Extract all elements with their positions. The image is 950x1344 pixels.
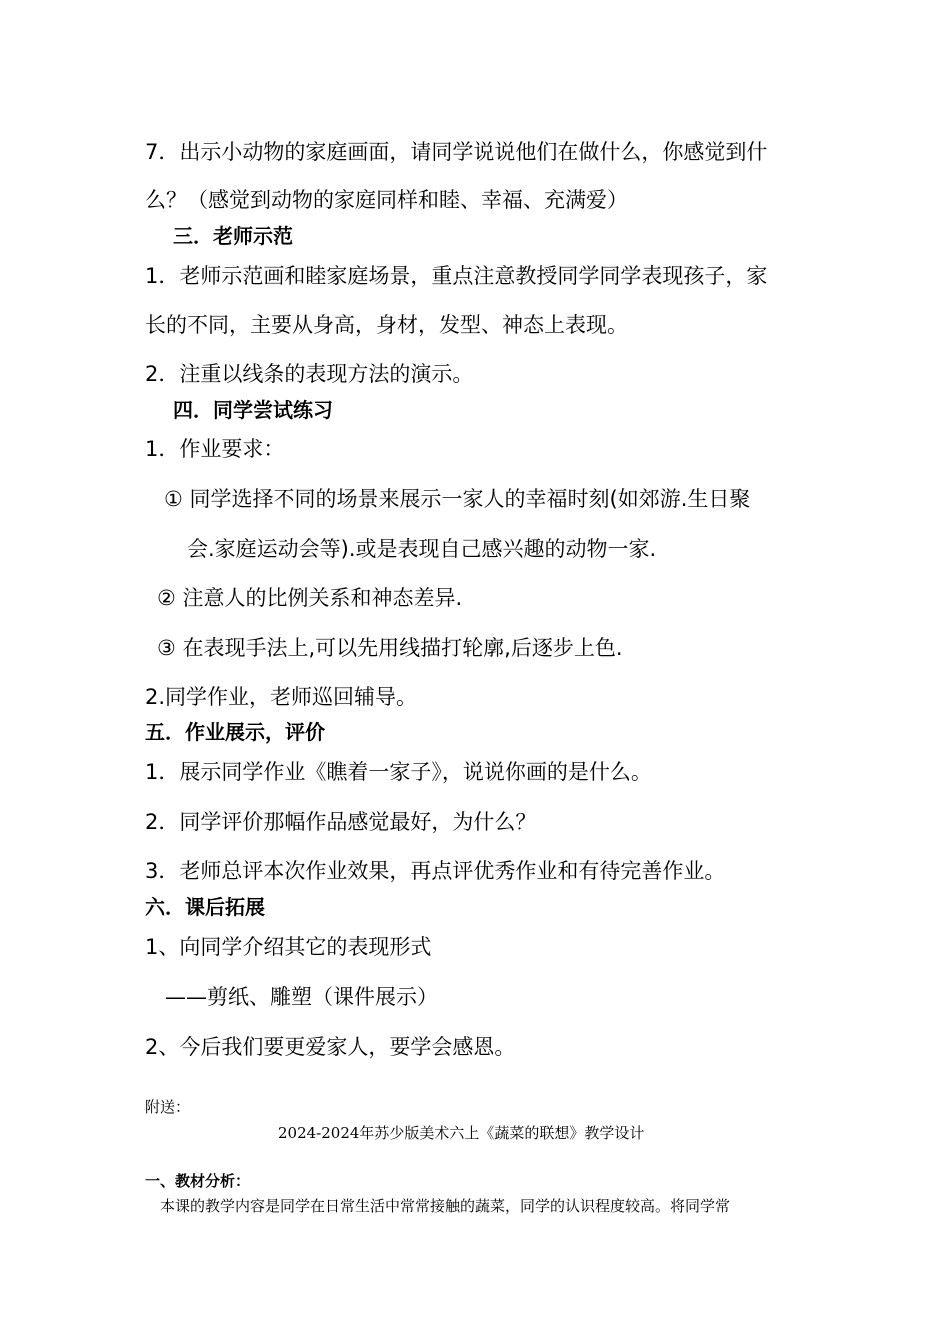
section3-heading: 三．老师示范 [173, 224, 293, 248]
section6-item1-sub: ——剪纸、雕塑（课件展示） [165, 985, 438, 1009]
section5-item1: 1．展示同学作业《瞧着一家子》，说说你画的是什么。 [145, 760, 652, 784]
section4-item2: 2.同学作业，老师巡回辅导。 [145, 685, 418, 709]
section3-item2: 2．注重以线条的表现方法的演示。 [145, 362, 474, 386]
section2-item7-line2: 么？（感觉到动物的家庭同样和睦、幸福、充满爱） [145, 188, 628, 212]
section4-item1: 1．作业要求： [145, 437, 285, 461]
section6-heading: 六．课后拓展 [145, 895, 265, 919]
appendix-title: 2024-2024年苏少版美术六上《蔬菜的联想》教学设计 [278, 1124, 645, 1142]
appendix-label: 附送： [145, 1098, 191, 1116]
appendix-section-heading: 一、教材分析： [145, 1172, 251, 1190]
section4-requirement1-line1: ① 同学选择不同的场景来展示一家人的幸福时刻(如郊游.生日聚 [164, 487, 751, 511]
section3-item1-line1: 1．老师示范画和睦家庭场景，重点注意教授同学同学表现孩子，家 [145, 264, 768, 288]
appendix-paragraph-line1: 本课的教学内容是同学在日常生活中常常接触的蔬菜，同学的认识程度较高。将同学常 [160, 1197, 731, 1215]
section3-item1-line2: 长的不同，主要从身高，身材，发型、神态上表现。 [145, 313, 628, 337]
section5-item3: 3．老师总评本次作业效果，再点评优秀作业和有待完善作业。 [145, 859, 726, 883]
section4-requirement2: ② 注意人的比例关系和神态差异. [157, 586, 463, 610]
section6-item1: 1、向同学介绍其它的表现形式 [145, 935, 432, 959]
section2-item7-line1: 7．出示小动物的家庭画面，请同学说说他们在做什么，你感觉到什 [145, 140, 768, 164]
section5-heading: 五．作业展示，评价 [145, 720, 325, 744]
section4-requirement3: ③ 在表现手法上,可以先用线描打轮廓,后逐步上色. [157, 636, 623, 660]
section4-requirement1-line2: 会.家庭运动会等).或是表现自己感兴趣的动物一家. [187, 537, 657, 561]
section5-item2: 2．同学评价那幅作品感觉最好，为什么？ [145, 810, 537, 834]
section4-heading: 四．同学尝试练习 [173, 398, 333, 422]
section6-item2: 2、今后我们要更爱家人，要学会感恩。 [145, 1035, 516, 1059]
